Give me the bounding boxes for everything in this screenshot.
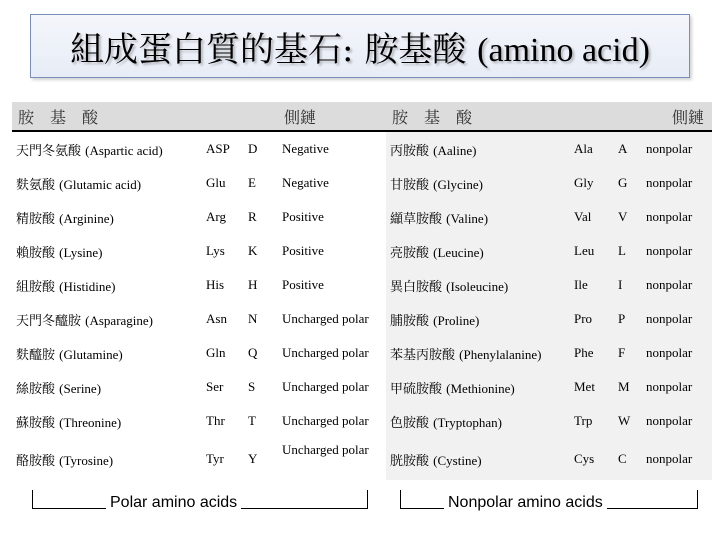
right-amino-acid-name [386,166,570,200]
amino-acid-chinese-name: 天門冬醯胺 [16,313,82,329]
right-side-chain-class: nonpolar [642,404,712,438]
amino-acid-english-name: (Tryptophan) [433,414,503,430]
right-three-letter-code: Phe [570,336,614,370]
amino-acid-chinese-name: 麩氨酸 [16,177,56,193]
left-amino-acid-name [12,438,202,480]
left-one-letter-code: N [248,311,258,326]
left-side-chain-class: Uncharged polar [282,413,369,428]
amino-acid-english-name: (Leucine) [433,244,484,260]
table-header-row [12,102,712,131]
amino-acid-english-name: (Tyrosine) [59,452,114,468]
right-side-chain-class: nonpolar [642,234,712,268]
amino-acid-chinese-name: 蘇胺酸 [16,415,56,431]
amino-acid-chinese-name: 絲胺酸 [16,381,56,397]
right-side-chain-class: nonpolar [642,438,712,480]
right-one-letter-code: W [614,404,642,438]
right-one-letter-code: M [614,370,642,404]
left-amino-acid-name [12,166,202,200]
right-one-letter-code: I [614,268,642,302]
table-body [12,131,712,480]
title-box [30,14,690,78]
left-amino-acid-name [12,200,202,234]
right-amino-acid-name [386,131,570,166]
amino-acid-english-name: (Methionine) [446,380,515,396]
left-amino-acid-name [12,131,202,166]
left-three-letter-code: Gln [206,345,226,360]
left-side-chain-class: Positive [282,243,324,258]
right-three-letter-code: Ile [570,268,614,302]
title-en: (amino acid) [477,31,650,69]
amino-acid-english-name: (Glycine) [433,176,483,192]
amino-acid-english-name: (Serine) [59,380,102,396]
left-side-chain-class: Negative [282,141,329,156]
table-row [12,131,712,166]
table-row [12,404,712,438]
left-three-letter-code: Glu [206,175,226,190]
amino-acid-chinese-name: 脯胺酸 [390,313,430,329]
amino-acid-english-name: (Threonine) [59,414,122,430]
right-amino-acid-name [386,336,570,370]
left-amino-acid-name [12,404,202,438]
table-row [12,234,712,268]
right-amino-acid-name [386,404,570,438]
right-one-letter-code: P [614,302,642,336]
left-three-letter-code: Tyr [206,451,224,466]
table-row [12,438,712,480]
amino-acid-english-name: (Arginine) [59,210,114,226]
left-three-letter-code: ASP [206,141,230,156]
amino-acid-english-name: (Aaline) [433,142,477,158]
amino-acid-english-name: (Aspartic acid) [85,142,163,158]
amino-acid-chinese-name: 麩醯胺 [16,347,56,363]
page-title [70,22,650,71]
left-one-letter-code: T [248,413,256,428]
right-side-chain-class: nonpolar [642,268,712,302]
table-row [12,166,712,200]
amino-acid-chinese-name: 異白胺酸 [390,279,443,295]
left-side-chain-class: Uncharged polar [282,311,369,326]
amino-acid-chinese-name: 酪胺酸 [16,453,56,469]
right-three-letter-code: Leu [570,234,614,268]
left-one-letter-code: R [248,209,257,224]
title-zh: 組成蛋白質的基石: [70,29,354,70]
amino-acid-chinese-name: 纈草胺酸 [390,211,443,227]
amino-acid-english-name: (Proline) [433,312,480,328]
left-side-chain-class: Negative [282,175,329,190]
right-side-chain-class: nonpolar [642,302,712,336]
left-one-letter-code: D [248,141,258,156]
right-side-chain-class: nonpolar [642,200,712,234]
amino-acid-english-name: (Histidine) [59,278,116,294]
amino-acid-english-name: (Phenylalanine) [459,346,542,362]
right-amino-acid-name [386,370,570,404]
right-amino-acid-name [386,234,570,268]
right-three-letter-code: Trp [570,404,614,438]
right-one-letter-code: G [614,166,642,200]
amino-acid-chinese-name: 色胺酸 [390,415,430,431]
left-one-letter-code: Q [248,345,258,360]
nonpolar-group-label: Nonpolar amino acids [444,494,607,512]
amino-acid-english-name: (Glutamic acid) [59,176,142,192]
table-row [12,370,712,404]
table-row [12,302,712,336]
amino-acid-english-name: (Glutamine) [59,346,123,362]
amino-acid-english-name: (Cystine) [433,452,482,468]
left-three-letter-code: Ser [206,379,224,394]
amino-acid-chinese-name: 甘胺酸 [390,177,430,193]
left-one-letter-code: E [248,175,256,190]
left-side-chain-class: Uncharged polar [282,442,369,457]
left-side-chain-class: Positive [282,277,324,292]
left-one-letter-code: K [248,243,258,258]
header-left-side-chain: 側鏈 [278,102,386,131]
left-one-letter-code: H [248,277,258,292]
right-one-letter-code: F [614,336,642,370]
right-one-letter-code: C [614,438,642,480]
left-one-letter-code: Y [248,451,258,466]
header-right-name: 胺 基 酸 [386,102,642,131]
amino-acid-english-name: (Asparagine) [85,312,154,328]
left-three-letter-code: Asn [206,311,227,326]
table-row [12,200,712,234]
amino-acid-chinese-name: 亮胺酸 [390,245,430,261]
right-three-letter-code: Gly [570,166,614,200]
right-side-chain-class: nonpolar [642,131,712,166]
left-amino-acid-name [12,370,202,404]
right-amino-acid-name [386,302,570,336]
amino-acid-english-name: (Isoleucine) [446,278,509,294]
amino-acid-chinese-name: 甲硫胺酸 [390,381,443,397]
amino-acid-chinese-name: 胱胺酸 [390,453,430,469]
table-row [12,336,712,370]
left-three-letter-code: His [206,277,225,292]
table-row [12,268,712,302]
amino-acid-chinese-name: 賴胺酸 [16,245,56,261]
left-three-letter-code: Lys [206,243,225,258]
amino-acid-english-name: (Lysine) [59,244,103,260]
amino-acid-english-name: (Valine) [446,210,489,226]
right-three-letter-code: Pro [570,302,614,336]
header-left-name: 胺 基 酸 [12,102,278,131]
right-one-letter-code: A [614,131,642,166]
left-amino-acid-name [12,234,202,268]
right-one-letter-code: V [614,200,642,234]
amino-acid-chinese-name: 丙胺酸 [390,143,430,159]
left-side-chain-class: Uncharged polar [282,345,369,360]
right-three-letter-code: Cys [570,438,614,480]
right-three-letter-code: Val [570,200,614,234]
amino-acid-chinese-name: 組胺酸 [16,279,56,295]
right-side-chain-class: nonpolar [642,166,712,200]
polar-group-label: Polar amino acids [106,494,241,512]
amino-acid-chinese-name: 天門冬氨酸 [16,143,82,159]
left-amino-acid-name [12,302,202,336]
left-three-letter-code: Arg [206,209,226,224]
left-amino-acid-name [12,268,202,302]
right-side-chain-class: nonpolar [642,370,712,404]
left-amino-acid-name [12,336,202,370]
right-one-letter-code: L [614,234,642,268]
right-side-chain-class: nonpolar [642,336,712,370]
header-right-side-chain: 側鏈 [642,102,712,131]
amino-acid-table [12,102,712,480]
amino-acid-chinese-name: 精胺酸 [16,211,56,227]
left-side-chain-class: Uncharged polar [282,379,369,394]
right-amino-acid-name [386,200,570,234]
right-three-letter-code: Met [570,370,614,404]
amino-acid-chinese-name: 苯基丙胺酸 [390,347,456,363]
left-side-chain-class: Positive [282,209,324,224]
left-three-letter-code: Thr [206,413,225,428]
right-three-letter-code: Ala [570,131,614,166]
left-one-letter-code: S [248,379,256,394]
right-amino-acid-name [386,268,570,302]
title-zh-amino: 胺基酸 [364,29,467,70]
right-amino-acid-name [386,438,570,480]
